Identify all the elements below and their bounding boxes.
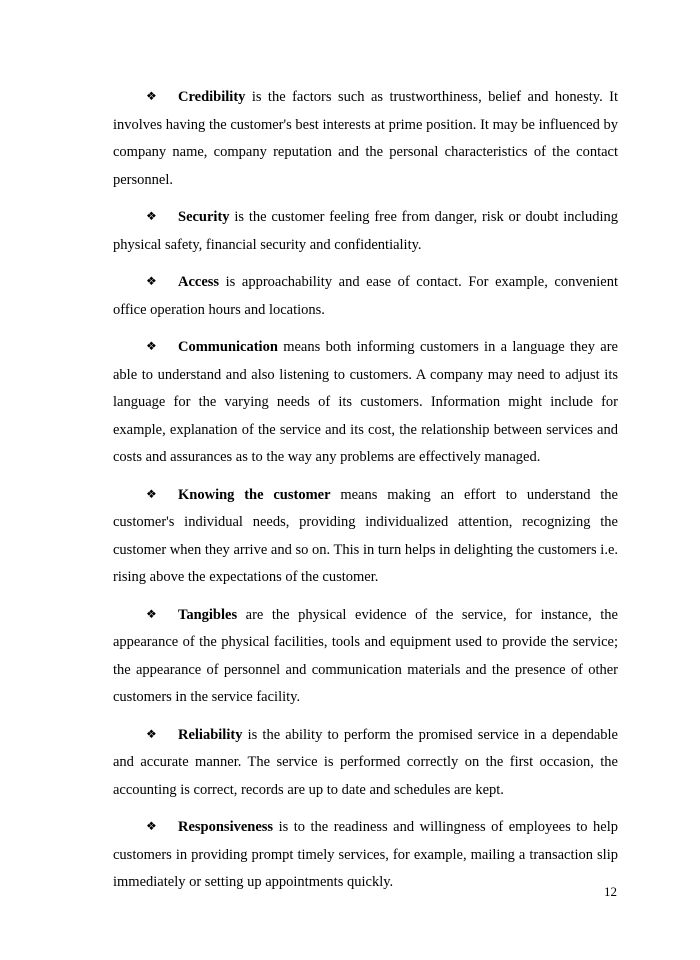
diamond-bullet-icon: ❖ xyxy=(146,209,157,223)
service-quality-dimensions-list xyxy=(113,83,618,906)
list-item-reliability xyxy=(113,721,618,805)
term-reliability: Reliability xyxy=(178,726,243,743)
page-number: 12 xyxy=(604,884,617,899)
diamond-bullet-icon: ❖ xyxy=(146,89,157,103)
list-item-knowing-the-customer xyxy=(113,481,618,592)
term-access: Access xyxy=(178,274,220,290)
definition-communication: means both informing customers in a language they are able to understand and also listening to customers. A company may need to adjust its language for the varying needs of its customers. Information might include for example, explanation of the service and its cost, the relationship between services and costs and assurances as to the way any problems are effectively managed. xyxy=(113,339,618,465)
diamond-bullet-icon: ❖ xyxy=(146,486,157,501)
definition-security: is the customer feeling free from danger, risk or doubt including physical safety, financial security and confidentiality. xyxy=(113,209,618,253)
term-communication: Communication xyxy=(178,339,278,355)
definition-credibility: is the factors such as trustworthiness, belief and honesty. It involves having the customer's best interests at prime position. It may be influenced by company name, company reputation and the personal characteristics of the contact personnel. xyxy=(113,89,618,188)
definition-access: is approachability and ease of contact. For example, convenient office operation hours and locations. xyxy=(113,274,618,318)
list-item-tangibles xyxy=(113,601,618,712)
list-item-credibility xyxy=(113,83,618,194)
list-item-responsiveness xyxy=(113,813,618,897)
term-responsiveness: Responsiveness xyxy=(178,819,274,835)
list-item-access xyxy=(113,268,618,324)
term-knowing-the-customer: Knowing the customer xyxy=(178,486,331,503)
list-item-security xyxy=(113,203,618,259)
term-credibility: Credibility xyxy=(178,89,246,105)
diamond-bullet-icon: ❖ xyxy=(146,819,157,833)
diamond-bullet-icon: ❖ xyxy=(146,274,157,288)
definition-responsiveness: is to the readiness and willingness of employees to help customers in providing prompt timely services, for example, mailing a transaction slip immediately or setting up appointments quickly. xyxy=(113,819,618,890)
definition-reliability: is the ability to perform the promised service in a dependable and accurate manner. The service is performed correctly on the first occasion, the accounting is correct, records are up to date and schedules are kept. xyxy=(113,726,618,798)
term-security: Security xyxy=(178,209,230,225)
list-item-communication xyxy=(113,333,618,472)
definition-tangibles: are the physical evidence of the service, for instance, the appearance of the physical facilities, tools and equipment used to provide the service; the appearance of personnel and communication materials and the presence of other customers in the service facility. xyxy=(113,606,618,705)
diamond-bullet-icon: ❖ xyxy=(146,339,157,353)
diamond-bullet-icon: ❖ xyxy=(146,606,157,621)
definition-knowing-the-customer: means making an effort to understand the customer's individual needs, providing individualized attention, recognizing the customer when they arrive and so on. This in turn helps in delighting the customers i.e. rising above the expectations of the customer. xyxy=(113,486,618,585)
term-tangibles: Tangibles xyxy=(178,606,238,623)
diamond-bullet-icon: ❖ xyxy=(146,726,157,741)
